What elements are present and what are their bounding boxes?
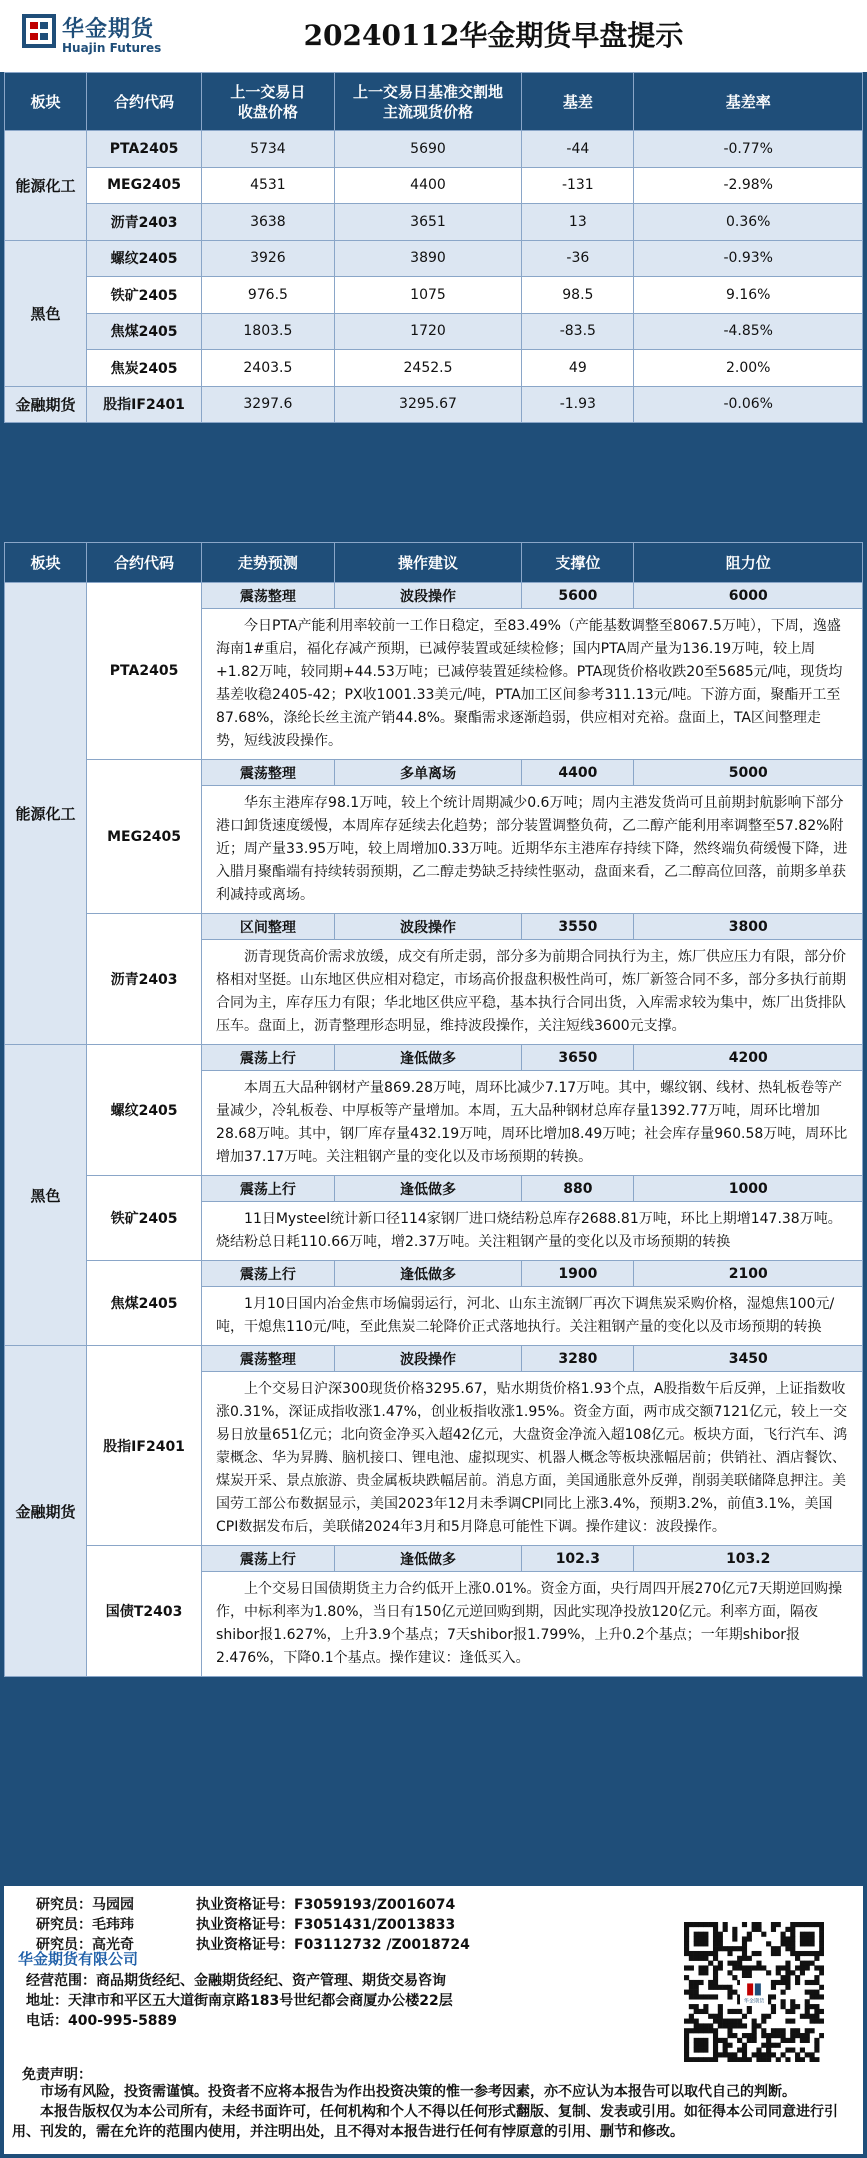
support-cell: 1900 (522, 1261, 634, 1287)
code-cell: 股指IF2401 (87, 386, 202, 423)
sector-cell: 黑色 (5, 1045, 87, 1346)
close-price-cell: 3638 (202, 204, 335, 241)
basis-row (5, 386, 863, 423)
advice-cell: 多单离场 (334, 760, 521, 786)
code-cell: 焦煤2405 (87, 1261, 202, 1346)
col-spot-line1: 上一交易日基准交割地 (352, 82, 503, 101)
close-price-cell: 4531 (202, 167, 335, 204)
basis-cell: 49 (522, 350, 634, 387)
basis-rate-cell: 2.00% (634, 350, 863, 387)
trend-cell: 震荡整理 (202, 583, 335, 609)
analyst-license: 执业资格证号：F3051431/Z0013833 (196, 1917, 456, 1933)
col2-resistance: 阻力位 (634, 543, 863, 583)
basis-row (5, 131, 863, 168)
basis-row (5, 204, 863, 241)
basis-rate-cell: -0.93% (634, 240, 863, 277)
close-price-cell: 976.5 (202, 277, 335, 314)
code-cell: MEG2405 (87, 760, 202, 914)
sector-cell: 黑色 (5, 240, 87, 386)
company-phone: 电话：400-995-5889 (26, 2013, 178, 2029)
support-cell: 5600 (522, 583, 634, 609)
basis-table (4, 72, 863, 423)
analysis-text: 上个交易日国债期货主力合约低开上涨0.01%。资金方面，央行周四开展270亿元7天期逆回购操作，中标利率为1.80%，当日有150亿元逆回购到期，因此实现净投放120亿元。利率方面，隔夜shibor报1.627%，上升3.9个基点；7天shibor报1.799%，上升0.2个基点；一年期shibor报2.476%，下降0.1个基点。操作建议：逢低买入。 (202, 1572, 863, 1677)
col2-sector: 板块 (5, 543, 87, 583)
strategy-summary-row (5, 914, 863, 940)
analysis-text: 华东主港库存98.1万吨，较上个统计周期减少0.6万吨；周内主港发货尚可且前期封航影响下部分港口卸货速度缓慢，本周库存延续去化趋势；部分装置调整负荷，乙二醇产能利用率调整至57.82%附近；周产量33.95万吨，较上周增加0.33万吨。近期华东主港库存持续下降，然终端负荷缓慢下降，进入腊月聚酯端有持续转弱预期，乙二醇走势缺乏持续性驱动，盘面来看，乙二醇高位回落，前期多单获利减持或离场。 (202, 786, 863, 914)
analysis-text: 11日Mysteel统计新口径114家钢厂进口烧结粉总库存2688.81万吨，环比上期增147.38万吨。烧结粉总日耗110.66万吨，增2.37万吨。关注粗钢产量的变化以及市场预期的转换 (202, 1202, 863, 1261)
code-cell: MEG2405 (87, 167, 202, 204)
company-name: 华金期货有限公司 (18, 1950, 139, 1968)
col-code: 合约代码 (87, 73, 202, 131)
code-cell: 铁矿2405 (87, 1176, 202, 1261)
col-spot (334, 73, 521, 131)
resistance-cell: 3800 (634, 914, 863, 940)
resistance-cell: 6000 (634, 583, 863, 609)
close-price-cell: 3297.6 (202, 386, 335, 423)
basis-cell: -36 (522, 240, 634, 277)
company-address: 地址：天津市和平区五大道街南京路183号世纪都会商厦办公楼22层 (26, 1993, 453, 2009)
basis-rate-cell: -4.85% (634, 313, 863, 350)
trend-cell: 区间整理 (202, 914, 335, 940)
resistance-cell: 1000 (634, 1176, 863, 1202)
col-sector: 板块 (5, 73, 87, 131)
resistance-cell: 103.2 (634, 1546, 863, 1572)
analyst-name: 研究员：高光奇 (36, 1937, 134, 1953)
close-price-cell: 1803.5 (202, 313, 335, 350)
support-cell: 3280 (522, 1346, 634, 1372)
disclaimer-para-2: 本报告版权仅为本公司所有，未经书面许可，任何机构和个人不得以任何形式翻版、复制、发表或引用。如征得本公司同意进行引用、刊发的，需在允许的范围内使用，并注明出处，且不得对本报告进行任何有悖原意的引用、删节和修改。 (12, 2104, 838, 2140)
trend-cell: 震荡整理 (202, 760, 335, 786)
col-close-line1: 上一交易日 (230, 82, 306, 101)
basis-table-header (5, 73, 863, 131)
advice-cell: 逢低做多 (334, 1261, 521, 1287)
logo-cn-text: 华金期货 (62, 17, 155, 42)
basis-rate-cell: -0.77% (634, 131, 863, 168)
analysis-text: 1月10日国内冶金焦市场偏弱运行，河北、山东主流钢厂再次下调焦炭采购价格，湿熄焦100元/吨，干熄焦110元/吨，至此焦炭二轮降价正式落地执行。关注粗钢产量的变化以及市场预期的转换 (202, 1287, 863, 1346)
resistance-cell: 2100 (634, 1261, 863, 1287)
code-cell: 铁矿2405 (87, 277, 202, 314)
trend-cell: 震荡上行 (202, 1045, 335, 1071)
basis-row (5, 167, 863, 204)
code-cell: 螺纹2405 (87, 1045, 202, 1176)
basis-rate-cell: -2.98% (634, 167, 863, 204)
support-cell: 880 (522, 1176, 634, 1202)
strategy-summary-row (5, 1045, 863, 1071)
trend-cell: 震荡上行 (202, 1546, 335, 1572)
advice-cell: 逢低做多 (334, 1045, 521, 1071)
spot-price-cell: 2452.5 (334, 350, 521, 387)
close-price-cell: 5734 (202, 131, 335, 168)
spot-price-cell: 5690 (334, 131, 521, 168)
col2-advice: 操作建议 (334, 543, 521, 583)
basis-row (5, 277, 863, 314)
strategy-summary-row (5, 1176, 863, 1202)
basis-row (5, 350, 863, 387)
report-header (0, 0, 867, 72)
qr-code (684, 1922, 824, 2062)
support-cell: 102.3 (522, 1546, 634, 1572)
trend-cell: 震荡上行 (202, 1261, 335, 1287)
spot-price-cell: 3295.67 (334, 386, 521, 423)
support-cell: 3550 (522, 914, 634, 940)
strategy-summary-row (5, 1346, 863, 1372)
strategy-summary-row (5, 1546, 863, 1572)
analysis-text: 上个交易日沪深300现货价格3295.67，贴水期货价格1.93个点，A股指数午后反弹，上证指数收涨0.31%，深证成指收涨1.47%，创业板指收涨1.95%。资金方面，两市成交额7121亿元，较上一交易日放量651亿元；北向资金净买入超42亿元，大盘资金净流入超108亿元。板块方面，飞行汽车、鸿蒙概念、华为昇腾、脑机接口、锂电池、虚拟现实、机器人概念等板块涨幅居前；供销社、酒店餐饮、煤炭开采、景点旅游、贵金属板块跌幅居前。消息方面，美国通胀意外反弹，削弱美联储降息押注。美国劳工部公布数据显示，美国2023年12月未季调CPI同比上涨3.4%，预期3.2%，前值3.1%，美国CPI数据发布后，美联储2024年3月和5月降息可能性下调。操作建议：波段操作。 (202, 1372, 863, 1546)
basis-cell: 98.5 (522, 277, 634, 314)
code-cell: 沥青2403 (87, 204, 202, 241)
analyst-license: 执业资格证号：F3059193/Z0016074 (196, 1897, 456, 1913)
advice-cell: 波段操作 (334, 914, 521, 940)
code-cell: PTA2405 (87, 131, 202, 168)
strategy-summary-row (5, 1261, 863, 1287)
spot-price-cell: 3890 (334, 240, 521, 277)
basis-cell: -83.5 (522, 313, 634, 350)
analyst-name: 研究员：毛玮玮 (36, 1917, 134, 1933)
col-close (202, 73, 335, 131)
col-close-line2: 收盘价格 (237, 102, 298, 121)
trend-cell: 震荡整理 (202, 1346, 335, 1372)
code-cell: PTA2405 (87, 583, 202, 760)
analyst-license: 执业资格证号：F03112732 /Z0018724 (196, 1937, 470, 1953)
report-footer (4, 1886, 863, 2154)
analysis-text: 本周五大品种钢材产量869.28万吨，周环比减少7.17万吨。其中，螺纹钢、线材、热轧板卷等产量减少，冷轧板卷、中厚板等产量增加。本周，五大品种钢材总库存量1392.77万吨，周环比增加28.68万吨。其中，钢厂库存量432.19万吨，周环比增加8.49万吨；社会库存量960.58万吨，周环比增加37.17万吨。关注粗钢产量的变化以及市场预期的转换。 (202, 1071, 863, 1176)
sector-cell: 金融期货 (5, 386, 87, 423)
basis-row (5, 240, 863, 277)
resistance-cell: 4200 (634, 1045, 863, 1071)
strategy-summary-row (5, 760, 863, 786)
close-price-cell: 2403.5 (202, 350, 335, 387)
advice-cell: 逢低做多 (334, 1546, 521, 1572)
qr-logo-icon (740, 1978, 768, 2006)
analysis-text: 今日PTA产能利用率较前一工作日稳定，至83.49%（产能基数调整至8067.5万吨），下周，逸盛海南1#重启，福化存减产预期，已减停装置或延续检修；国内PTA周产量为136.19万吨，较上周+1.82万吨，较同期+44.53万吨；已减停装置延续检修。PTA现货价格收跌20至5685元/吨，现货均基差收稳2405-42；PX收1001.33美元/吨，PTA加工区间参考311.13元/吨。下游方面，聚酯开工至87.68%，涤纶长丝主流产销44.8%。聚酯需求逐渐趋弱，供应相对充裕。盘面上，TA区间整理走势，短线波段操作。 (202, 609, 863, 760)
analysis-text: 沥青现货高价需求放缓，成交有所走弱，部分多为前期合同执行为主，炼厂供应压力有限，部分价格相对坚挺。山东地区供应相对稳定，市场高价报盘积极性尚可，炼厂新签合同不多，部分多执行前期合同为主，库存压力有限；华北地区供应平稳，基本执行合同出货，入库需求较为集中，炼厂出货排队压车。盘面上，沥青整理形态明显，维持波段操作，关注短线3600元支撑。 (202, 940, 863, 1045)
basis-cell: 13 (522, 204, 634, 241)
sector-cell: 能源化工 (5, 131, 87, 241)
disclaimer-title: 免责声明： (22, 2067, 92, 2083)
col-basis-rate: 基差率 (634, 73, 863, 131)
sector-cell: 能源化工 (5, 583, 87, 1045)
code-cell: 国债T2403 (87, 1546, 202, 1677)
advice-cell: 逢低做多 (334, 1176, 521, 1202)
strategy-table (4, 542, 863, 1677)
trend-cell: 震荡上行 (202, 1176, 335, 1202)
basis-rate-cell: 0.36% (634, 204, 863, 241)
page-title: 20240112华金期货早盘提示 (303, 19, 684, 52)
basis-cell: -131 (522, 167, 634, 204)
logo-en-text: Huajin Futures (62, 41, 162, 55)
basis-cell: -44 (522, 131, 634, 168)
col2-support: 支撑位 (522, 543, 634, 583)
support-cell: 3650 (522, 1045, 634, 1071)
business-scope: 经营范围：商品期货经纪、金融期货经纪、资产管理、期货交易咨询 (26, 1973, 446, 1989)
spot-price-cell: 4400 (334, 167, 521, 204)
disclaimer-para-1: 市场有风险，投资需谨慎。投资者不应将本报告为作出投资决策的惟一参考因素，亦不应认为本报告可以取代自己的判断。 (40, 2084, 796, 2100)
disclaimer-text (12, 2082, 852, 2142)
advice-cell: 波段操作 (334, 1346, 521, 1372)
support-cell: 4400 (522, 760, 634, 786)
code-cell: 焦炭2405 (87, 350, 202, 387)
resistance-cell: 3450 (634, 1346, 863, 1372)
code-cell: 股指IF2401 (87, 1346, 202, 1546)
analyst-name: 研究员：马园园 (36, 1897, 134, 1913)
sector-cell: 金融期货 (5, 1346, 87, 1677)
advice-cell: 波段操作 (334, 583, 521, 609)
resistance-cell: 5000 (634, 760, 863, 786)
spot-price-cell: 3651 (334, 204, 521, 241)
basis-cell: -1.93 (522, 386, 634, 423)
basis-rate-cell: -0.06% (634, 386, 863, 423)
code-cell: 焦煤2405 (87, 313, 202, 350)
col2-code: 合约代码 (87, 543, 202, 583)
basis-row (5, 313, 863, 350)
col-basis: 基差 (522, 73, 634, 131)
spot-price-cell: 1075 (334, 277, 521, 314)
col-spot-line2: 主流现货价格 (382, 102, 473, 121)
spot-price-cell: 1720 (334, 313, 521, 350)
close-price-cell: 3926 (202, 240, 335, 277)
code-cell: 螺纹2405 (87, 240, 202, 277)
strategy-summary-row (5, 583, 863, 609)
col2-trend: 走势预测 (202, 543, 335, 583)
qr-logo-label: 华金期货 (743, 1998, 765, 2005)
strategy-table-header (5, 543, 863, 583)
basis-rate-cell: 9.16% (634, 277, 863, 314)
code-cell: 沥青2403 (87, 914, 202, 1045)
